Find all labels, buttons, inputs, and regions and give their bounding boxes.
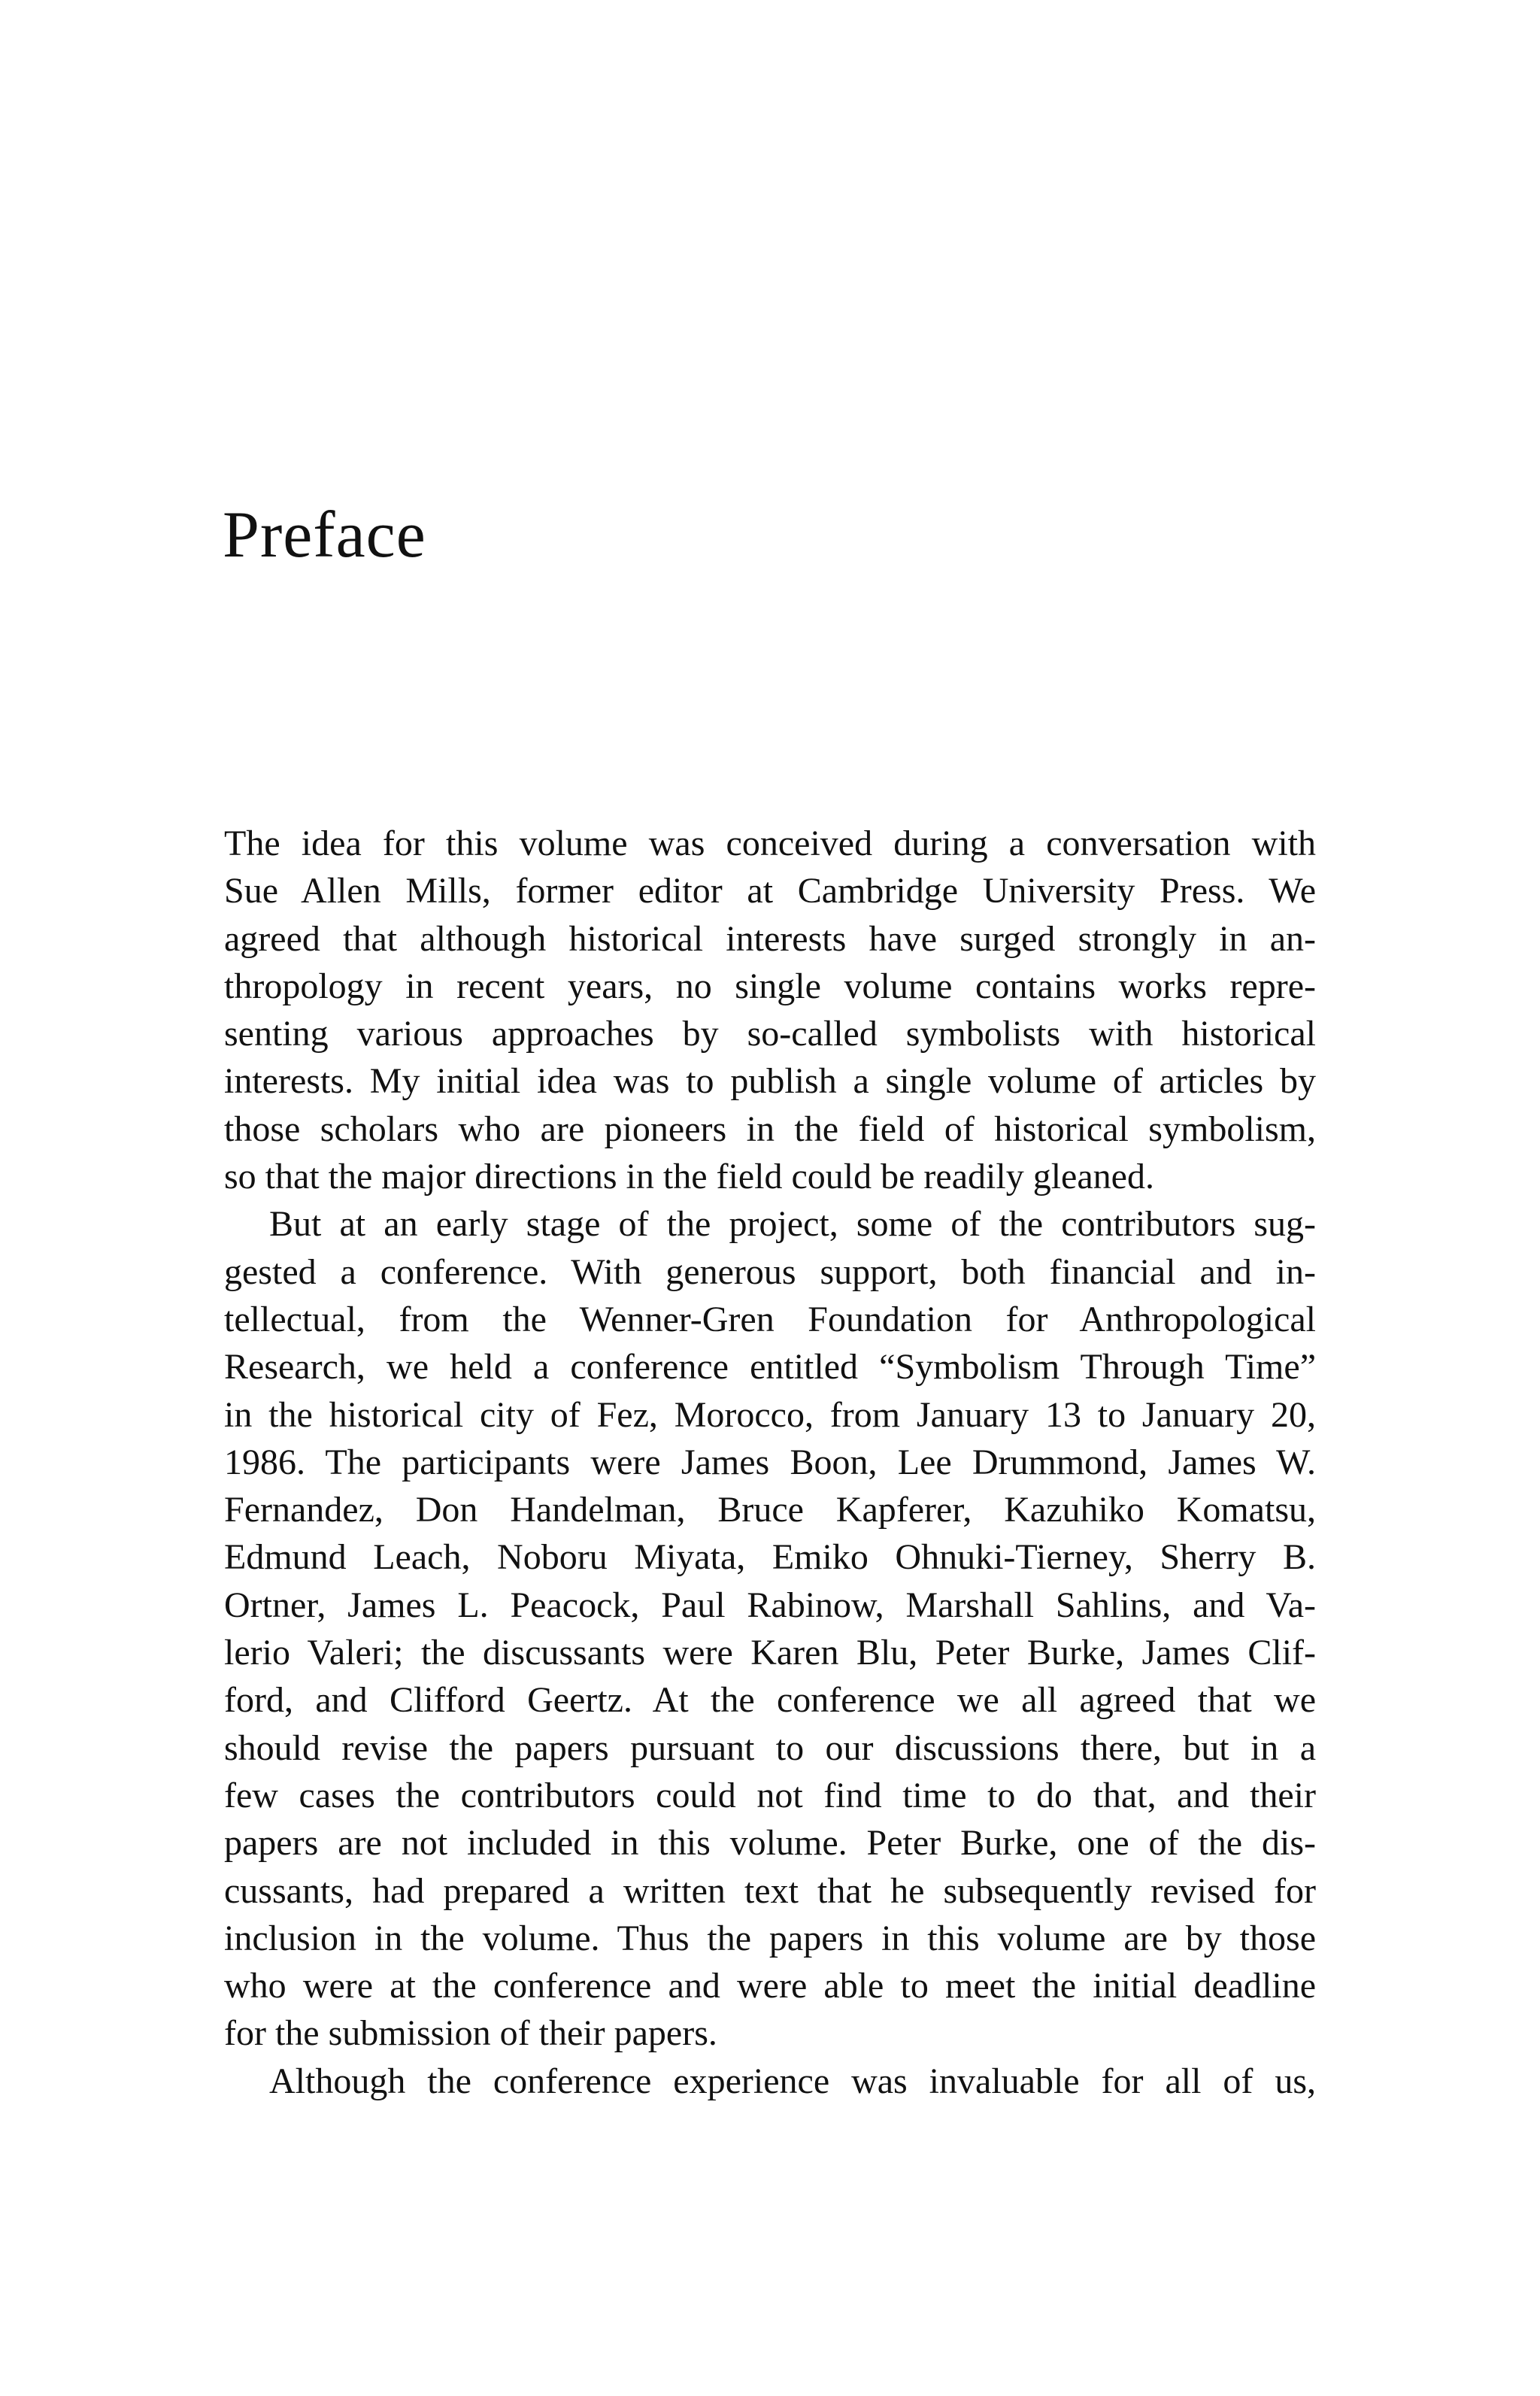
text-line: cussants, had prepared a written text that he subsequently revised for bbox=[224, 1870, 1316, 1911]
text-line: should revise the papers pursuant to our discussions there, but in a bbox=[224, 1727, 1316, 1768]
text-line: few cases the contributors could not find time to do that, and their bbox=[224, 1775, 1316, 1815]
text-line: for the submission of their papers. bbox=[224, 2013, 717, 2054]
preface-body bbox=[224, 820, 1316, 2105]
text-line: Sue Allen Mills, former editor at Cambridge University Press. We bbox=[224, 871, 1316, 911]
text-line: ford, and Clifford Geertz. At the conference we all agreed that we bbox=[224, 1680, 1316, 1721]
text-line: senting various approaches by so-called symbolists with historical bbox=[224, 1014, 1316, 1054]
text-line: those scholars who are pioneers in the field of historical symbolism, bbox=[224, 1109, 1316, 1149]
text-line: 1986. The participants were James Boon, Lee Drummond, James W. bbox=[224, 1442, 1316, 1482]
text-line: who were at the conference and were able to meet the initial deadline bbox=[224, 1966, 1316, 2006]
text-line: inclusion in the volume. Thus the papers in this volume are by those bbox=[224, 1918, 1316, 1958]
text-line: so that the major directions in the field could be readily gleaned. bbox=[224, 1157, 1154, 1197]
text-line: But at an early stage of the project, some of the contributors sug- bbox=[269, 1204, 1316, 1245]
text-line: Ortner, James L. Peacock, Paul Rabinow, Marshall Sahlins, and Va- bbox=[224, 1585, 1316, 1625]
text-line: Fernandez, Don Handelman, Bruce Kapferer, Kazuhiko Komatsu, bbox=[224, 1490, 1316, 1530]
text-line: in the historical city of Fez, Morocco, from January 13 to January 20, bbox=[224, 1394, 1316, 1435]
text-line: lerio Valeri; the discussants were Karen Blu, Peter Burke, James Clif- bbox=[224, 1633, 1316, 1673]
text-line: thropology in recent years, no single volume contains works repre- bbox=[224, 966, 1316, 1006]
paragraph bbox=[224, 2058, 1316, 2105]
paragraph bbox=[224, 820, 1316, 1200]
paragraph bbox=[224, 1200, 1316, 2057]
text-line: The idea for this volume was conceived during a conversation with bbox=[224, 823, 1316, 863]
text-line: tellectual, from the Wenner-Gren Foundation for Anthropological bbox=[224, 1299, 1316, 1339]
text-line: Although the conference experience was invaluable for all of us, bbox=[269, 2061, 1316, 2101]
text-line: Edmund Leach, Noboru Miyata, Emiko Ohnuki-Tierney, Sherry B. bbox=[224, 1537, 1316, 1578]
text-line: papers are not included in this volume. Peter Burke, one of the dis- bbox=[224, 1823, 1316, 1864]
text-line: interests. My initial idea was to publish a single volume of articles by bbox=[224, 1061, 1316, 1102]
text-line: agreed that although historical interests have surged strongly in an- bbox=[224, 918, 1316, 959]
page-title: Preface bbox=[223, 499, 426, 572]
text-line: gested a conference. With generous support, both financial and in- bbox=[224, 1251, 1316, 1292]
text-line: Research, we held a conference entitled “Symbolism Through Time” bbox=[224, 1347, 1316, 1388]
